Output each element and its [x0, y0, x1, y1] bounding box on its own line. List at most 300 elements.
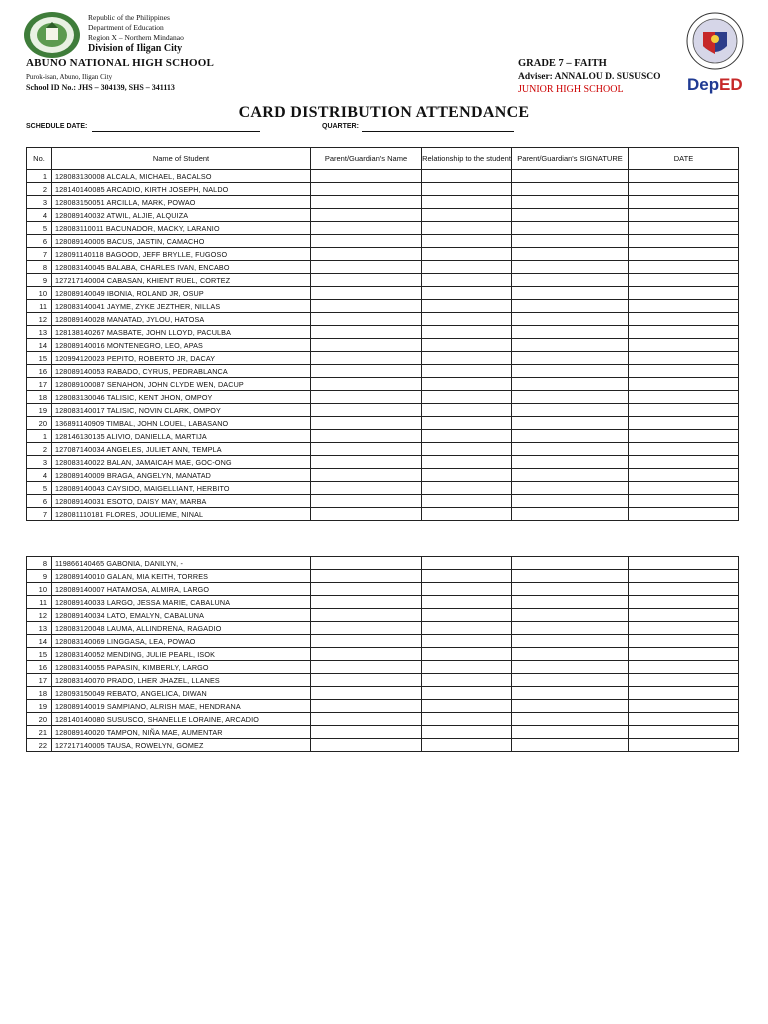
relationship-cell[interactable] — [422, 352, 512, 365]
date-cell[interactable] — [629, 674, 739, 687]
guardian-name-cell[interactable] — [311, 648, 422, 661]
date-cell[interactable] — [629, 300, 739, 313]
row-number: 1 — [27, 170, 52, 183]
student-name: 128081110181 FLORES, JOULIEME, NINAL — [52, 508, 311, 521]
school-level: JUNIOR HIGH SCHOOL — [518, 84, 624, 95]
date-cell[interactable] — [629, 635, 739, 648]
guardian-name-cell[interactable] — [311, 326, 422, 339]
guardian-name-cell[interactable] — [311, 352, 422, 365]
table-row — [27, 248, 739, 261]
date-cell[interactable] — [629, 170, 739, 183]
relationship-cell[interactable] — [422, 635, 512, 648]
row-number: 15 — [27, 352, 52, 365]
table-row — [27, 170, 739, 183]
student-name: 128083140017 TALISIC, NOVIN CLARK, OMPOY — [52, 404, 311, 417]
guardian-name-cell[interactable] — [311, 456, 422, 469]
col-name-header: Name of Student — [52, 148, 311, 170]
row-number: 1 — [27, 430, 52, 443]
table-row — [27, 495, 739, 508]
signature-cell[interactable] — [512, 365, 629, 378]
guardian-name-cell[interactable] — [311, 339, 422, 352]
signature-cell[interactable] — [512, 596, 629, 609]
signature-cell[interactable] — [512, 326, 629, 339]
row-number: 22 — [27, 739, 52, 752]
schedule-date-label: SCHEDULE DATE: — [26, 123, 88, 130]
guardian-name-cell[interactable] — [311, 248, 422, 261]
signature-cell[interactable] — [512, 687, 629, 700]
date-cell[interactable] — [629, 570, 739, 583]
table-row — [27, 391, 739, 404]
date-cell[interactable] — [629, 378, 739, 391]
republic-line: Republic of the Philippines — [88, 13, 170, 22]
date-cell[interactable] — [629, 508, 739, 521]
relationship-cell[interactable] — [422, 261, 512, 274]
guardian-name-cell[interactable] — [311, 596, 422, 609]
relationship-cell[interactable] — [422, 609, 512, 622]
guardian-name-cell[interactable] — [311, 469, 422, 482]
signature-cell[interactable] — [512, 609, 629, 622]
signature-cell[interactable] — [512, 274, 629, 287]
date-cell[interactable] — [629, 456, 739, 469]
table-row — [27, 339, 739, 352]
relationship-cell[interactable] — [422, 570, 512, 583]
guardian-name-cell[interactable] — [311, 170, 422, 183]
signature-cell[interactable] — [512, 339, 629, 352]
table-row — [27, 430, 739, 443]
signature-cell[interactable] — [512, 209, 629, 222]
student-name: 128146130135 ALIVIO, DANIELLA, MARTIJA — [52, 430, 311, 443]
date-cell[interactable] — [629, 700, 739, 713]
row-number: 7 — [27, 508, 52, 521]
student-name: 128089140034 LATO, EMALYN, CABALUNA — [52, 609, 311, 622]
date-cell[interactable] — [629, 557, 739, 570]
signature-cell[interactable] — [512, 583, 629, 596]
relationship-cell[interactable] — [422, 235, 512, 248]
student-name: 127087140034 ANGELES, JULIET ANN, TEMPLA — [52, 443, 311, 456]
relationship-cell[interactable] — [422, 170, 512, 183]
guardian-name-cell[interactable] — [311, 430, 422, 443]
row-number: 16 — [27, 365, 52, 378]
student-name: 128089140019 SAMPIANO, ALRISH MAE, HENDRANA — [52, 700, 311, 713]
date-cell[interactable] — [629, 482, 739, 495]
relationship-cell[interactable] — [422, 248, 512, 261]
date-cell[interactable] — [629, 365, 739, 378]
row-number: 14 — [27, 635, 52, 648]
signature-cell[interactable] — [512, 635, 629, 648]
guardian-name-cell[interactable] — [311, 482, 422, 495]
table-row — [27, 596, 739, 609]
relationship-cell[interactable] — [422, 209, 512, 222]
guardian-name-cell[interactable] — [311, 635, 422, 648]
date-cell[interactable] — [629, 287, 739, 300]
table-row — [27, 609, 739, 622]
student-name: 128089140007 HATAMOSA, ALMIRA, LARGO — [52, 583, 311, 596]
guardian-name-cell[interactable] — [311, 274, 422, 287]
student-name: 128091140118 BAGOOD, JEFF BRYLLE, FUGOSO — [52, 248, 311, 261]
relationship-cell[interactable] — [422, 378, 512, 391]
table-row — [27, 261, 739, 274]
row-number: 20 — [27, 713, 52, 726]
guardian-name-cell[interactable] — [311, 417, 422, 430]
row-number: 9 — [27, 274, 52, 287]
student-name: 128089140032 ATWIL, ALJIE, ALQUIZA — [52, 209, 311, 222]
guardian-name-cell[interactable] — [311, 583, 422, 596]
student-name: 128083130008 ALCALA, MICHAEL, BACALSO — [52, 170, 311, 183]
col-no-header: No. — [27, 148, 52, 170]
signature-cell[interactable] — [512, 404, 629, 417]
table-row — [27, 196, 739, 209]
signature-cell[interactable] — [512, 456, 629, 469]
guardian-name-cell[interactable] — [311, 261, 422, 274]
signature-cell[interactable] — [512, 661, 629, 674]
row-number: 21 — [27, 726, 52, 739]
table-row — [27, 648, 739, 661]
row-number: 14 — [27, 339, 52, 352]
table-row — [27, 274, 739, 287]
row-number: 17 — [27, 674, 52, 687]
attendance-table-continued — [26, 556, 739, 752]
row-number: 13 — [27, 622, 52, 635]
relationship-cell[interactable] — [422, 287, 512, 300]
schedule-date-field[interactable] — [92, 131, 260, 132]
student-name: 128083130046 TALISIC, KENT JHON, OMPOY — [52, 391, 311, 404]
signature-cell[interactable] — [512, 170, 629, 183]
row-number: 2 — [27, 443, 52, 456]
student-name: 136891140909 TIMBAL, JOHN LOUEL, LABASANO — [52, 417, 311, 430]
signature-cell[interactable] — [512, 495, 629, 508]
signature-cell[interactable] — [512, 482, 629, 495]
student-name: 128083140045 BALABA, CHARLES IVAN, ENCABO — [52, 261, 311, 274]
student-name: 128089140010 GALAN, MIA KEITH, TORRES — [52, 570, 311, 583]
table-row — [27, 635, 739, 648]
student-name: 128089140009 BRAGA, ANGELYN, MANATAD — [52, 469, 311, 482]
student-name: 128089100087 SENAHON, JOHN CLYDE WEN, DACUP — [52, 378, 311, 391]
date-cell[interactable] — [629, 687, 739, 700]
school-address: Purok-isan, Abuno, Iligan City — [26, 73, 113, 81]
row-number: 11 — [27, 596, 52, 609]
row-number: 4 — [27, 469, 52, 482]
signature-cell[interactable] — [512, 287, 629, 300]
guardian-name-cell[interactable] — [311, 300, 422, 313]
date-cell[interactable] — [629, 661, 739, 674]
date-cell[interactable] — [629, 404, 739, 417]
relationship-cell[interactable] — [422, 222, 512, 235]
table-row — [27, 235, 739, 248]
date-cell[interactable] — [629, 609, 739, 622]
row-number: 15 — [27, 648, 52, 661]
relationship-cell[interactable] — [422, 596, 512, 609]
relationship-cell[interactable] — [422, 508, 512, 521]
row-number: 17 — [27, 378, 52, 391]
guardian-name-cell[interactable] — [311, 661, 422, 674]
signature-cell[interactable] — [512, 557, 629, 570]
relationship-cell[interactable] — [422, 274, 512, 287]
student-name: 128089140049 IBONIA, ROLAND JR, OSUP — [52, 287, 311, 300]
guardian-name-cell[interactable] — [311, 687, 422, 700]
signature-cell[interactable] — [512, 508, 629, 521]
signature-cell[interactable] — [512, 469, 629, 482]
svg-text:ED: ED — [719, 75, 743, 94]
guardian-name-cell[interactable] — [311, 313, 422, 326]
table-row — [27, 661, 739, 674]
guardian-name-cell[interactable] — [311, 365, 422, 378]
row-number: 10 — [27, 287, 52, 300]
date-cell[interactable] — [629, 248, 739, 261]
guardian-name-cell[interactable] — [311, 183, 422, 196]
date-cell[interactable] — [629, 430, 739, 443]
guardian-name-cell[interactable] — [311, 391, 422, 404]
signature-cell[interactable] — [512, 235, 629, 248]
signature-cell[interactable] — [512, 222, 629, 235]
row-number: 16 — [27, 661, 52, 674]
row-number: 3 — [27, 456, 52, 469]
student-name: 128089140053 RABADO, CYRUS, PEDRABLANCA — [52, 365, 311, 378]
signature-cell[interactable] — [512, 183, 629, 196]
student-name: 128083120048 LAUMA, ALLINDRENA, RAGADIO — [52, 622, 311, 635]
table-row — [27, 583, 739, 596]
row-number: 9 — [27, 570, 52, 583]
row-number: 19 — [27, 700, 52, 713]
row-number: 6 — [27, 495, 52, 508]
table-row — [27, 313, 739, 326]
table-row — [27, 674, 739, 687]
signature-cell[interactable] — [512, 352, 629, 365]
relationship-cell[interactable] — [422, 583, 512, 596]
relationship-cell[interactable] — [422, 648, 512, 661]
date-cell[interactable] — [629, 648, 739, 661]
guardian-name-cell[interactable] — [311, 443, 422, 456]
date-cell[interactable] — [629, 713, 739, 726]
table-row — [27, 326, 739, 339]
guardian-name-cell[interactable] — [311, 557, 422, 570]
student-name: 128089140033 LARGO, JESSA MARIE, CABALUNA — [52, 596, 311, 609]
row-number: 13 — [27, 326, 52, 339]
row-number: 12 — [27, 609, 52, 622]
signature-cell[interactable] — [512, 196, 629, 209]
table-row — [27, 404, 739, 417]
date-cell[interactable] — [629, 583, 739, 596]
relationship-cell[interactable] — [422, 417, 512, 430]
col-guardian-header: Parent/Guardian's Name — [311, 148, 422, 170]
table-row — [27, 378, 739, 391]
date-cell[interactable] — [629, 352, 739, 365]
row-number: 20 — [27, 417, 52, 430]
student-name: 128083140041 JAYME, ZYKE JEZTHER, NILLAS — [52, 300, 311, 313]
signature-cell[interactable] — [512, 378, 629, 391]
svg-text:Dep: Dep — [687, 75, 720, 94]
signature-cell[interactable] — [512, 391, 629, 404]
guardian-name-cell[interactable] — [311, 495, 422, 508]
table-row — [27, 287, 739, 300]
date-cell[interactable] — [629, 209, 739, 222]
table-row — [27, 443, 739, 456]
signature-cell[interactable] — [512, 313, 629, 326]
signature-cell[interactable] — [512, 261, 629, 274]
school-seal-logo — [22, 10, 82, 60]
guardian-name-cell[interactable] — [311, 609, 422, 622]
relationship-cell[interactable] — [422, 339, 512, 352]
row-number: 5 — [27, 222, 52, 235]
signature-cell[interactable] — [512, 443, 629, 456]
date-cell[interactable] — [629, 222, 739, 235]
row-number: 18 — [27, 687, 52, 700]
row-number: 3 — [27, 196, 52, 209]
date-cell[interactable] — [629, 443, 739, 456]
signature-cell[interactable] — [512, 570, 629, 583]
relationship-cell[interactable] — [422, 391, 512, 404]
guardian-name-cell[interactable] — [311, 622, 422, 635]
table-row — [27, 482, 739, 495]
table-row — [27, 557, 739, 570]
table-row — [27, 508, 739, 521]
guardian-name-cell[interactable] — [311, 713, 422, 726]
relationship-cell[interactable] — [422, 430, 512, 443]
student-name: 128093150049 REBATO, ANGELICA, DIWAN — [52, 687, 311, 700]
guardian-name-cell[interactable] — [311, 222, 422, 235]
division-line: Division of Iligan City — [88, 43, 183, 54]
table-row — [27, 726, 739, 739]
student-name: 128089140028 MANATAD, JYLOU, HATOSA — [52, 313, 311, 326]
relationship-cell[interactable] — [422, 365, 512, 378]
relationship-cell[interactable] — [422, 183, 512, 196]
table-row — [27, 209, 739, 222]
relationship-cell[interactable] — [422, 622, 512, 635]
guardian-name-cell[interactable] — [311, 209, 422, 222]
signature-cell[interactable] — [512, 648, 629, 661]
school-ids: School ID No.: JHS – 304139, SHS – 341113 — [26, 83, 175, 92]
table-row — [27, 365, 739, 378]
school-name: ABUNO NATIONAL HIGH SCHOOL — [26, 57, 215, 69]
page-title: CARD DISTRIBUTION ATTENDANCE — [238, 104, 530, 121]
signature-cell[interactable] — [512, 713, 629, 726]
relationship-cell[interactable] — [422, 687, 512, 700]
relationship-cell[interactable] — [422, 300, 512, 313]
deped-seal-logo — [686, 12, 744, 70]
relationship-cell[interactable] — [422, 404, 512, 417]
signature-cell[interactable] — [512, 622, 629, 635]
relationship-cell[interactable] — [422, 482, 512, 495]
guardian-name-cell[interactable] — [311, 404, 422, 417]
table-row — [27, 687, 739, 700]
attendance-table — [26, 147, 739, 521]
guardian-name-cell[interactable] — [311, 378, 422, 391]
row-number: 8 — [27, 261, 52, 274]
guardian-name-cell[interactable] — [311, 570, 422, 583]
date-cell[interactable] — [629, 469, 739, 482]
date-cell[interactable] — [629, 274, 739, 287]
relationship-cell[interactable] — [422, 495, 512, 508]
student-name: 128089140031 ESOTO, DAISY MAY, MARBA — [52, 495, 311, 508]
student-name: 128083140055 PAPASIN, KIMBERLY, LARGO — [52, 661, 311, 674]
row-number: 7 — [27, 248, 52, 261]
signature-cell[interactable] — [512, 430, 629, 443]
student-name: 128140140080 SUSUSCO, SHANELLE LORAINE, ARCADIO — [52, 713, 311, 726]
guardian-name-cell[interactable] — [311, 196, 422, 209]
signature-cell[interactable] — [512, 726, 629, 739]
relationship-cell[interactable] — [422, 196, 512, 209]
row-number: 8 — [27, 557, 52, 570]
table-row — [27, 700, 739, 713]
date-cell[interactable] — [629, 726, 739, 739]
relationship-cell[interactable] — [422, 713, 512, 726]
row-number: 11 — [27, 300, 52, 313]
quarter-field[interactable] — [362, 131, 514, 132]
signature-cell[interactable] — [512, 739, 629, 752]
relationship-cell[interactable] — [422, 739, 512, 752]
date-cell[interactable] — [629, 326, 739, 339]
col-date-header: DATE — [629, 148, 739, 170]
relationship-cell[interactable] — [422, 700, 512, 713]
row-number: 5 — [27, 482, 52, 495]
signature-cell[interactable] — [512, 417, 629, 430]
guardian-name-cell[interactable] — [311, 700, 422, 713]
col-signature-header: Parent/Guardian's SIGNATURE — [512, 148, 629, 170]
date-cell[interactable] — [629, 183, 739, 196]
relationship-cell[interactable] — [422, 469, 512, 482]
student-name: 119866140465 GABONIA, DANILYN, - — [52, 557, 311, 570]
signature-cell[interactable] — [512, 300, 629, 313]
date-cell[interactable] — [629, 339, 739, 352]
table-row — [27, 183, 739, 196]
student-name: 128089140043 CAYSIDO, MAIGELLIANT, HERBITO — [52, 482, 311, 495]
department-line: Department of Education — [88, 23, 164, 32]
table-row — [27, 713, 739, 726]
relationship-cell[interactable] — [422, 456, 512, 469]
date-cell[interactable] — [629, 261, 739, 274]
signature-cell[interactable] — [512, 248, 629, 261]
student-name: 128089140020 TAMPON, NIÑA MAE, AUMENTAR — [52, 726, 311, 739]
date-cell[interactable] — [629, 596, 739, 609]
date-cell[interactable] — [629, 235, 739, 248]
relationship-cell[interactable] — [422, 661, 512, 674]
relationship-cell[interactable] — [422, 313, 512, 326]
guardian-name-cell[interactable] — [311, 235, 422, 248]
relationship-cell[interactable] — [422, 557, 512, 570]
guardian-name-cell[interactable] — [311, 739, 422, 752]
table-row — [27, 222, 739, 235]
row-number: 2 — [27, 183, 52, 196]
date-cell[interactable] — [629, 739, 739, 752]
date-cell[interactable] — [629, 196, 739, 209]
row-number: 4 — [27, 209, 52, 222]
adviser: Adviser: ANNALOU D. SUSUSCO — [518, 72, 661, 82]
relationship-cell[interactable] — [422, 674, 512, 687]
student-name: 127217140005 TAUSA, ROWELYN, GOMEZ — [52, 739, 311, 752]
table-row — [27, 739, 739, 752]
date-cell[interactable] — [629, 495, 739, 508]
date-cell[interactable] — [629, 313, 739, 326]
relationship-cell[interactable] — [422, 726, 512, 739]
student-name: 128089140016 MONTENEGRO, LEO, APAS — [52, 339, 311, 352]
quarter-label: QUARTER: — [322, 123, 359, 130]
guardian-name-cell[interactable] — [311, 287, 422, 300]
relationship-cell[interactable] — [422, 443, 512, 456]
row-number: 19 — [27, 404, 52, 417]
date-cell[interactable] — [629, 417, 739, 430]
date-cell[interactable] — [629, 391, 739, 404]
guardian-name-cell[interactable] — [311, 674, 422, 687]
date-cell[interactable] — [629, 622, 739, 635]
signature-cell[interactable] — [512, 700, 629, 713]
table-row — [27, 469, 739, 482]
guardian-name-cell[interactable] — [311, 726, 422, 739]
student-name: 128138140267 MASBATE, JOHN LLOYD, PACULBA — [52, 326, 311, 339]
student-name: 128083110011 BACUNADOR, MACKY, LARANIO — [52, 222, 311, 235]
relationship-cell[interactable] — [422, 326, 512, 339]
signature-cell[interactable] — [512, 674, 629, 687]
grade-section: GRADE 7 – FAITH — [518, 58, 607, 69]
guardian-name-cell[interactable] — [311, 508, 422, 521]
